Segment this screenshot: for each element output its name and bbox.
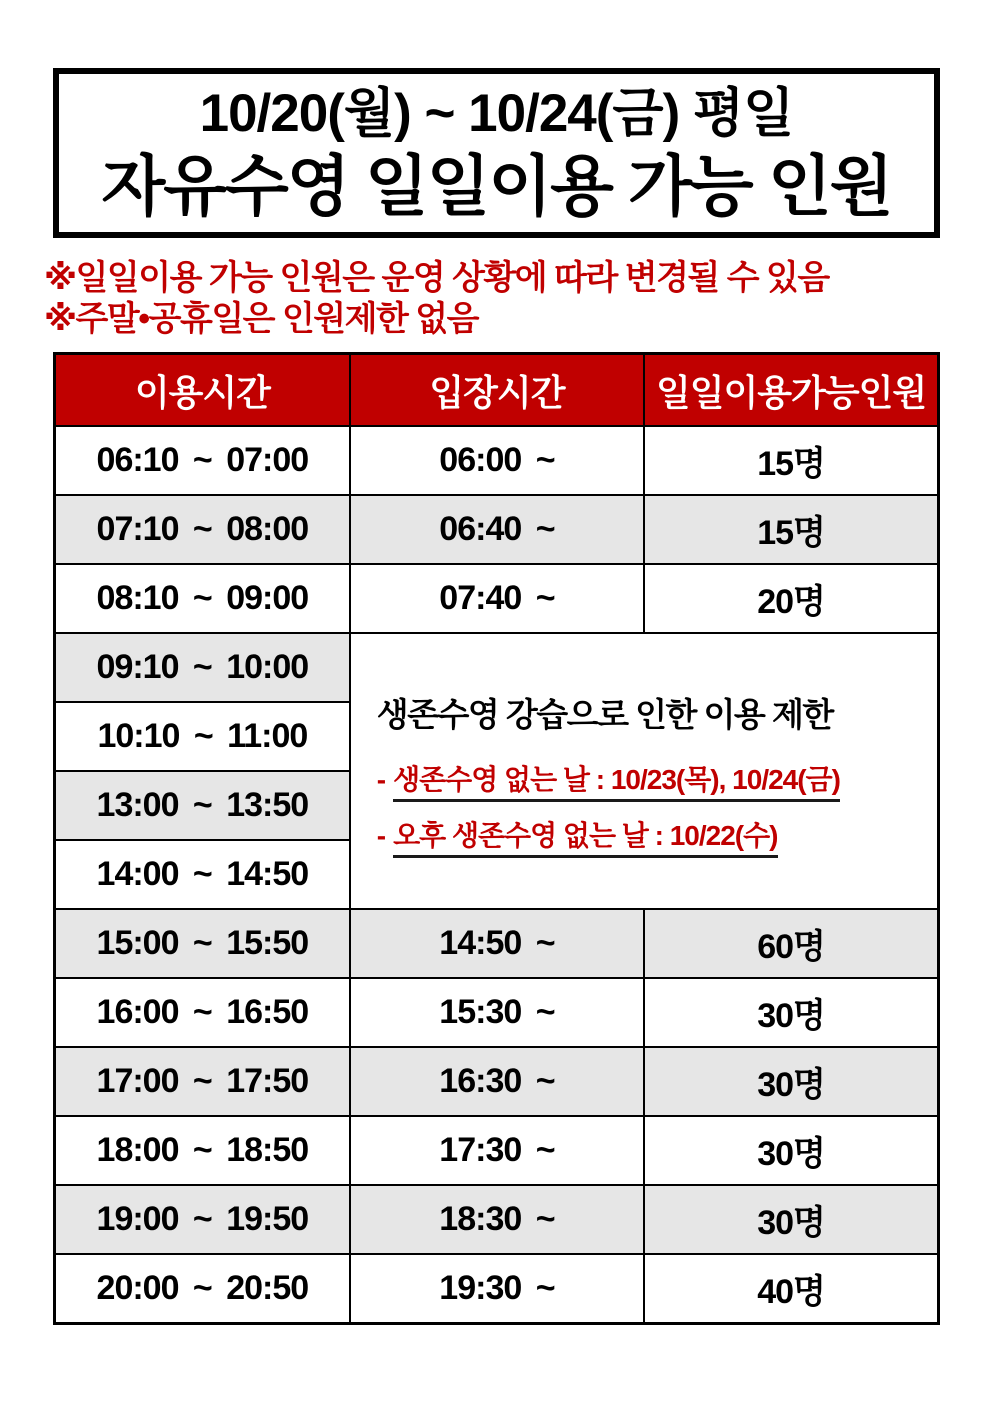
table-row — [55, 1047, 939, 1116]
note-bullet: - — [376, 819, 386, 851]
capacity-cell: 40명 — [644, 1254, 938, 1324]
capacity-cell: 60명 — [644, 909, 938, 978]
restriction-note-text: 생존수영 없는 날 : 10/23(목), 10/24(금) — [393, 764, 840, 802]
capacity-cell: 30명 — [644, 1047, 938, 1116]
restriction-note-text: 오후 생존수영 없는 날 : 10/22(수) — [393, 820, 777, 858]
restriction-note — [377, 814, 927, 854]
capacity-cell: 30명 — [644, 978, 938, 1047]
use-time-cell: 19:00 ~ 19:50 — [55, 1185, 350, 1254]
notice-weekend-no-limit: ※주말•공휴일은 인원제한 없음 — [44, 300, 478, 338]
restriction-note — [377, 758, 927, 798]
table-row — [55, 978, 939, 1047]
capacity-cell: 20명 — [644, 564, 938, 633]
table-row — [55, 909, 939, 978]
page-title: 자유수영 일일이용 가능 인원 — [101, 149, 892, 223]
restriction-heading: 생존수영 강습으로 인한 이용 제한 — [376, 695, 833, 733]
use-time-cell: 06:10 ~ 07:00 — [55, 426, 350, 495]
use-time-cell: 10:10 ~ 11:00 — [55, 702, 350, 771]
table-row — [55, 1254, 939, 1324]
entry-time-cell: 17:30 ~ — [350, 1116, 644, 1185]
entry-time-cell: 14:50 ~ — [350, 909, 644, 978]
entry-time-cell: 18:30 ~ — [350, 1185, 644, 1254]
use-time-cell: 20:00 ~ 20:50 — [55, 1254, 350, 1324]
table-row — [55, 1185, 939, 1254]
capacity-cell: 15명 — [644, 426, 938, 495]
header-entry-time: 입장시간 — [350, 354, 644, 427]
entry-time-cell: 06:40 ~ — [350, 495, 644, 564]
entry-time-cell: 15:30 ~ — [350, 978, 644, 1047]
use-time-cell: 09:10 ~ 10:00 — [55, 633, 350, 702]
title-date-range: 10/20(월) ~ 10/24(금) 평일 — [199, 84, 794, 143]
entry-time-cell: 06:00 ~ — [350, 426, 644, 495]
schedule-table — [53, 352, 940, 1325]
entry-time-cell: 07:40 ~ — [350, 564, 644, 633]
table-header-row — [55, 354, 939, 427]
capacity-cell: 30명 — [644, 1185, 938, 1254]
capacity-cell: 30명 — [644, 1116, 938, 1185]
use-time-cell: 17:00 ~ 17:50 — [55, 1047, 350, 1116]
use-time-cell: 18:00 ~ 18:50 — [55, 1116, 350, 1185]
notice-capacity-change: ※일일이용 가능 인원은 운영 상황에 따라 변경될 수 있음 — [44, 259, 829, 297]
use-time-cell: 13:00 ~ 13:50 — [55, 771, 350, 840]
header-capacity: 일일이용가능인원 — [644, 354, 938, 427]
header-use-time: 이용시간 — [55, 354, 350, 427]
table-row — [55, 1116, 939, 1185]
use-time-cell: 07:10 ~ 08:00 — [55, 495, 350, 564]
table-row — [55, 495, 939, 564]
use-time-cell: 14:00 ~ 14:50 — [55, 840, 350, 909]
use-time-cell: 16:00 ~ 16:50 — [55, 978, 350, 1047]
restriction-merged-cell — [350, 633, 939, 909]
capacity-cell: 15명 — [644, 495, 938, 564]
use-time-cell: 15:00 ~ 15:50 — [55, 909, 350, 978]
table-row — [55, 633, 939, 702]
table-row — [55, 564, 939, 633]
use-time-cell: 08:10 ~ 09:00 — [55, 564, 350, 633]
title-box — [53, 68, 940, 238]
note-bullet: - — [376, 763, 386, 795]
table-row — [55, 426, 939, 495]
notice-block — [44, 258, 964, 340]
entry-time-cell: 16:30 ~ — [350, 1047, 644, 1116]
entry-time-cell: 19:30 ~ — [350, 1254, 644, 1324]
